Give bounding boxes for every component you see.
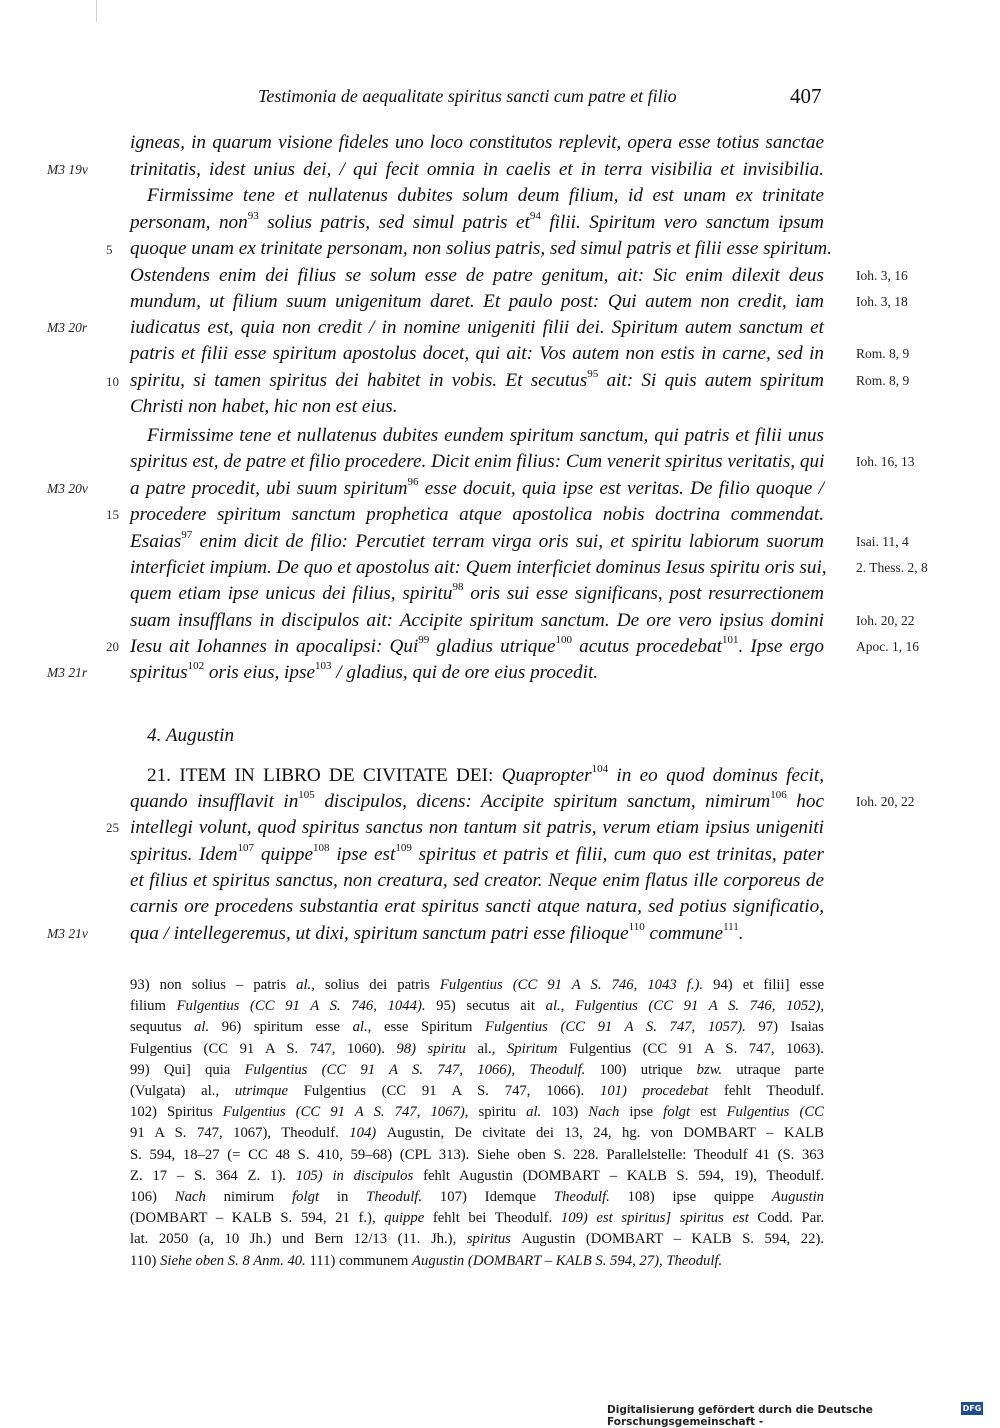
footnote-marker: 111	[723, 920, 739, 933]
text-line	[130, 529, 824, 555]
footnote-run: Fulgentius (CC 91 A S. 747, 1066).	[303, 1083, 585, 1099]
text-run: hoc	[786, 791, 824, 812]
footnote-italic-run: Fulgentius (CC 91 A S. 747, 1066), Theodulf.	[244, 1061, 586, 1078]
text-run: quippe	[254, 844, 314, 865]
manuscript-folio-ref: M3 20r	[47, 320, 88, 335]
footnote-run: utraque parte	[722, 1061, 824, 1078]
footnote-run: 94) et filii] esse	[703, 977, 824, 993]
footnote-run: 97) Isaias	[745, 1019, 825, 1036]
text-line	[147, 183, 824, 209]
line-number: 5	[106, 242, 113, 257]
footnote-italic-run: al.	[194, 1019, 210, 1036]
footnote-italic-run: 104)	[338, 1125, 387, 1142]
footnote-marker: 93	[247, 209, 259, 222]
text-run: 21. ITEM IN LIBRO DE CIVITATE DEI:	[147, 765, 502, 786]
footnote-run: 102) Spiritus	[130, 1104, 223, 1121]
bible-reference: 2. Thess. 2, 8	[856, 560, 928, 575]
line-number: 15	[106, 507, 119, 522]
footnote-run: sequutus	[130, 1019, 195, 1036]
footnote-marker: 109	[395, 841, 412, 854]
text-run: Firmissime tene et nullatenus dubites solum deum filium, id est unam ex trinitate	[147, 185, 824, 206]
footnote-line	[130, 1039, 824, 1060]
footnote-italic-run: Nach	[588, 1104, 620, 1121]
crop-mark	[96, 0, 97, 22]
footnote-line	[130, 1166, 824, 1187]
footnote-run: (DOMBART – KALB S. 594, 21 f.),	[130, 1210, 376, 1227]
text-line	[130, 921, 824, 947]
footnote-italic-run: Theodulf.	[366, 1189, 423, 1205]
text-line	[130, 289, 824, 315]
text-run: quando insufflavit in	[130, 791, 299, 812]
footnote-italic-run: spiritus	[456, 1231, 522, 1248]
footnote-run: 108) ipse quippe	[609, 1189, 772, 1205]
footnote-run: 99) Qui] quia	[130, 1061, 245, 1078]
text-run: patris et filii esse spiritum apostolus docet, qui ait: Vos autem non estis in carne, sed in	[130, 343, 824, 364]
footnote-italic-run: 98) spiritu	[384, 1040, 478, 1057]
footnote-run: Codd. Par.	[757, 1210, 824, 1227]
footnote-marker: 101	[722, 633, 739, 646]
text-run: / gladius, qui de ore eius procedit.	[331, 662, 599, 683]
text-line	[130, 476, 824, 502]
bible-reference: Ioh. 20, 22	[856, 794, 915, 809]
footnote-italic-run: al.	[352, 1019, 368, 1036]
footnote-line	[130, 1208, 824, 1229]
text-run: iudicatus est, quia non credit / in nomine unigeniti filii dei. Spiritum autem sanctum et	[130, 317, 824, 338]
text-run: filii. Spiritum vero sanctum ipsum	[540, 212, 824, 233]
footnote-run: nimirum	[205, 1189, 293, 1205]
text-line	[130, 394, 824, 420]
text-run: spiritus	[130, 662, 188, 683]
footnote-run: 95) secutus ait	[425, 998, 546, 1015]
text-run: qua / intellegeremus, ut dixi, spiritum sanctum patri esse filioque	[130, 923, 629, 944]
footnote-run: est	[690, 1104, 727, 1121]
text-line	[130, 608, 824, 634]
footnote-run: 106)	[130, 1189, 175, 1205]
text-line	[147, 423, 824, 449]
footnote-run: Z. 17 – S. 364 Z. 1).	[130, 1167, 286, 1184]
footnote-line	[130, 1187, 824, 1208]
text-run: solius patris, sed simul patris et	[258, 212, 530, 233]
bible-reference: Ioh. 3, 16	[856, 268, 908, 283]
page-number: 407	[790, 84, 822, 108]
text-run: intellegi volunt, quod spiritus sanctus non tantum sit patris, verum etiam ipsius unigeniti	[130, 817, 824, 838]
text-run: et filius et spiritus sanctus, non creatura, sed creator. Neque enim flatus ille corporeus de	[130, 870, 824, 891]
footnote-run: fehlt bei Theodulf.	[432, 1210, 553, 1227]
text-run: spiritus et patris et filii, cum quo est trinitas, pater	[411, 844, 824, 865]
text-run: igneas, in quarum visione fideles uno loco constitutos replevit, opera esse totius sanctae	[130, 132, 824, 153]
footnote-run: S. 594, 18–27 (= CC 48 S. 410, 59–68) (CPL 313). Siehe oben S. 228. Parallelstelle: Theodulf 41 (S. 363	[130, 1146, 824, 1163]
footnote-run: spiritu	[468, 1104, 527, 1121]
footnote-marker: 103	[314, 659, 332, 672]
footnote-marker: 106	[770, 788, 787, 801]
footnote-italic-run: Augustin	[771, 1189, 825, 1205]
manuscript-folio-ref: M3 21v	[47, 926, 88, 941]
text-run: oris sui esse significans, post resurrectionem	[463, 583, 824, 604]
footnote-line	[130, 996, 824, 1017]
footnote-line	[130, 1017, 824, 1038]
footnote-italic-run: Augustin (DOMBART – KALB S. 594, 27), Theodulf.	[412, 1252, 723, 1269]
footnote-line	[130, 1251, 824, 1272]
footnote-marker: 98	[452, 580, 464, 593]
footnote-line	[130, 1145, 824, 1166]
dfg-logo	[961, 1402, 983, 1415]
footnote-line	[130, 1102, 824, 1123]
text-run: commune	[644, 923, 724, 944]
line-number: 25	[106, 820, 119, 835]
bible-reference: Rom. 8, 9	[856, 373, 910, 388]
digitization-footer: Digitalisierung gefördert durch die Deutsche Forschungsgemeinschaft -	[607, 1404, 873, 1428]
text-run: mundum, ut filium suum unigenitum daret. Et paulo post: Qui autem non credit, iam	[130, 291, 824, 312]
text-run: esse docuit, quia ipse est veritas. De filio quoque /	[418, 478, 824, 499]
footnote-italic-run: Siehe oben S. 8 Anm. 40.	[160, 1252, 306, 1269]
footnote-line	[130, 1229, 824, 1250]
footnote-run: ,	[560, 998, 576, 1015]
text-line	[130, 236, 832, 262]
footnote-italic-run: Theodulf.	[553, 1189, 610, 1205]
footnote-run: al.	[477, 1040, 492, 1057]
footnote-italic-run: al.	[296, 977, 312, 993]
text-run: spiritus. Idem	[130, 844, 238, 865]
footnote-run: 93) non solius – patris	[130, 977, 297, 993]
footnote-run: fehlt Theodulf.	[724, 1083, 824, 1099]
footnote-italic-run: Fulgentius (CC 91 A S. 747, 1067),	[222, 1104, 469, 1121]
footnote-italic-run: Fulgentius (CC 91 A S. 746, 1043 f.).	[439, 977, 704, 993]
footnote-marker: 100	[555, 633, 573, 646]
footnote-run: , esse Spiritum	[367, 1019, 486, 1036]
footnote-run: Augustin (DOMBART – KALB S. 594, 22).	[521, 1231, 825, 1248]
text-run: enim dicit de filio: Percutiet terram virga oris sui, et spiritu labiorum suorum	[192, 531, 824, 552]
text-run: in eo quod dominus fecit,	[608, 765, 824, 786]
line-number: 10	[106, 374, 119, 389]
text-run: acutus procedebat	[572, 636, 722, 657]
text-run: . Ipse ergo	[738, 636, 824, 657]
text-run: Iesu ait Iohannes in apocalipsi: Qui	[130, 636, 419, 657]
text-line	[147, 763, 824, 789]
text-run: carnis ore procedens substantia erat spiritus sancti atque natura, sed potius significatio,	[130, 896, 824, 917]
text-run: suam insufflans in discipulos ait: Accipite spiritum sanctum. De ore vero ipsius domini	[130, 610, 824, 631]
text-line	[130, 157, 824, 183]
footnote-run: filium	[130, 998, 177, 1015]
bible-reference: Rom. 8, 9	[856, 346, 910, 361]
footnote-italic-run: folgt	[663, 1104, 691, 1121]
text-run: Christi non habet, hic non est eius.	[130, 396, 398, 417]
footnote-italic-run: 109) est spiritus] spiritus est	[552, 1210, 758, 1227]
text-line	[130, 894, 824, 920]
text-run: .	[738, 923, 744, 944]
footnote-italic-run: Nach	[174, 1189, 206, 1205]
footnote-marker: 107	[237, 841, 255, 854]
footnote-run: 110)	[130, 1252, 161, 1269]
running-head: Testimonia de aequalitate spiritus sancti cum patre et filio	[258, 86, 677, 106]
text-run: ipse est	[329, 844, 396, 865]
footnote-italic-run: 105) in discipulos	[285, 1167, 424, 1184]
text-line	[130, 555, 827, 581]
bible-reference: Ioh. 16, 13	[856, 454, 915, 469]
text-line	[130, 341, 824, 367]
text-line	[130, 660, 824, 686]
text-run: Quapropter	[501, 765, 592, 786]
footnote-marker: 94	[529, 209, 541, 222]
text-run: personam, non	[130, 212, 248, 233]
text-line	[130, 210, 824, 236]
text-line	[130, 130, 824, 156]
footnote-run: 91 A S. 747, 1067), Theodulf.	[130, 1125, 339, 1142]
footnote-marker: 97	[181, 528, 193, 541]
footnote-run: 103)	[541, 1104, 589, 1121]
footnote-run: fehlt Augustin (DOMBART – KALB S. 594, 19), Theodulf.	[423, 1167, 824, 1184]
bible-reference: Ioh. 20, 22	[856, 613, 915, 628]
line-number: 20	[106, 639, 119, 654]
footnote-italic-run: bzw.	[696, 1061, 723, 1078]
text-run: gladius utrique	[429, 636, 556, 657]
text-line	[130, 449, 824, 475]
footnote-italic-run: , utrimque	[215, 1083, 304, 1099]
text-run: trinitatis, idest unius dei, / qui fecit omnia in caelis et in terra visibilia et invisibilia.	[130, 159, 824, 180]
footnote-marker: 95	[587, 367, 599, 380]
footnote-line	[130, 975, 824, 996]
footnote-italic-run: al.	[545, 998, 561, 1015]
footnote-run: 100) utrique	[585, 1061, 697, 1078]
manuscript-folio-ref: M3 19v	[47, 162, 88, 177]
footnote-italic-run: Fulgentius (CC 91 A S. 747, 1057).	[485, 1019, 746, 1036]
text-run: quem etiam ipse unicus dei filius, spiritu	[130, 583, 453, 604]
footnote-run: Fulgentius (CC 91 A S. 747, 1060).	[130, 1040, 385, 1057]
text-line	[130, 868, 824, 894]
footnote-run: Fulgentius (CC 91 A S. 747, 1063).	[569, 1040, 824, 1057]
footnote-marker: 108	[313, 841, 330, 854]
text-run: discipulos, dicens: Accipite spiritum sanctum, nimirum	[314, 791, 771, 812]
footnote-marker: 96	[407, 475, 419, 488]
text-line	[130, 842, 824, 868]
footnote-run: , solius dei patris	[311, 977, 440, 993]
footnote-italic-run: folgt	[292, 1189, 320, 1205]
footnote-run: (Vulgata) al.	[130, 1083, 216, 1099]
footnote-run: 111) communem	[305, 1252, 413, 1269]
text-run: spiritus est, de patre et filio procedere. Dicit enim filius: Cum venerit spiritus veritatis, qui	[130, 451, 825, 472]
footnote-marker: 102	[187, 659, 205, 672]
bible-reference: Ioh. 3, 18	[856, 294, 908, 309]
text-line	[130, 502, 824, 528]
footnote-marker: 105	[298, 788, 315, 801]
text-line	[130, 263, 824, 289]
text-line	[130, 368, 824, 394]
footnote-marker: 104	[591, 762, 609, 775]
text-run: interficiet impium. De quo et apostolus ait: Quem interficiet dominus Iesus spiritu oris sui,	[130, 557, 827, 578]
footnote-run: ipse	[619, 1104, 664, 1121]
bible-reference: Apoc. 1, 16	[856, 639, 919, 654]
footnote-italic-run: al.	[526, 1104, 542, 1121]
text-line	[130, 634, 824, 660]
text-line	[130, 815, 824, 841]
dfg-logo-text: DFG	[962, 1404, 982, 1413]
footnote-italic-run: 101) procedebat	[584, 1083, 725, 1099]
text-line	[130, 315, 824, 341]
bible-reference: Isai. 11, 4	[856, 534, 909, 549]
footnote-run: lat. 2050 (a, 10 Jh.) und Bern 12/13 (11. Jh.),	[130, 1231, 457, 1248]
footnote-italic-run: Fulgentius (CC 91 A S. 746, 1044).	[176, 998, 426, 1015]
footnote-italic-run: Fulgentius (CC	[726, 1104, 824, 1121]
footnote-italic-run: quippe	[375, 1210, 433, 1227]
footnote-marker: 99	[418, 633, 430, 646]
text-run: Firmissime tene et nullatenus dubites eundem spiritum sanctum, qui patris et filii unus	[147, 425, 824, 446]
text-run: quoque unam ex trinitate personam, non solius patris, sed simul patris et filii esse spiritum.	[130, 238, 832, 259]
footnote-line	[130, 1060, 824, 1081]
footnote-marker: 110	[628, 920, 645, 933]
footnote-run: in	[319, 1189, 367, 1205]
text-run: Ostendens enim dei filius se solum esse de patre genitum, ait: Sic enim dilexit deus	[130, 265, 824, 286]
manuscript-folio-ref: M3 21r	[47, 665, 88, 680]
footnote-run: 96) spiritum esse	[209, 1019, 353, 1036]
text-run: a patre procedit, ubi suum spiritum	[130, 478, 408, 499]
footnote-line	[130, 1081, 824, 1102]
section-heading: 4. Augustin	[147, 725, 235, 746]
text-line	[130, 789, 824, 815]
manuscript-folio-ref: M3 20v	[47, 481, 88, 496]
footnote-italic-run: , Spiritum	[491, 1040, 570, 1057]
footnote-line	[130, 1123, 824, 1144]
text-line	[130, 581, 824, 607]
footnote-run: 107) Idemque	[422, 1189, 554, 1205]
text-run: spiritu, si tamen spiritus dei habitet in vobis. Et secutus	[130, 370, 588, 391]
text-run: procedere spiritum sanctum prophetica atque apostolica nobis doctrina commendat.	[130, 504, 824, 525]
text-run: ait: Si quis autem spiritum	[598, 370, 824, 391]
footnote-run: Augustin, De civitate dei 13, 24, hg. von DOMBART – KALB	[386, 1125, 824, 1142]
footnote-italic-run: Fulgentius (CC 91 A S. 746, 1052),	[575, 998, 825, 1015]
text-run: Esaias	[130, 531, 182, 552]
text-run: oris eius, ipse	[204, 662, 315, 683]
